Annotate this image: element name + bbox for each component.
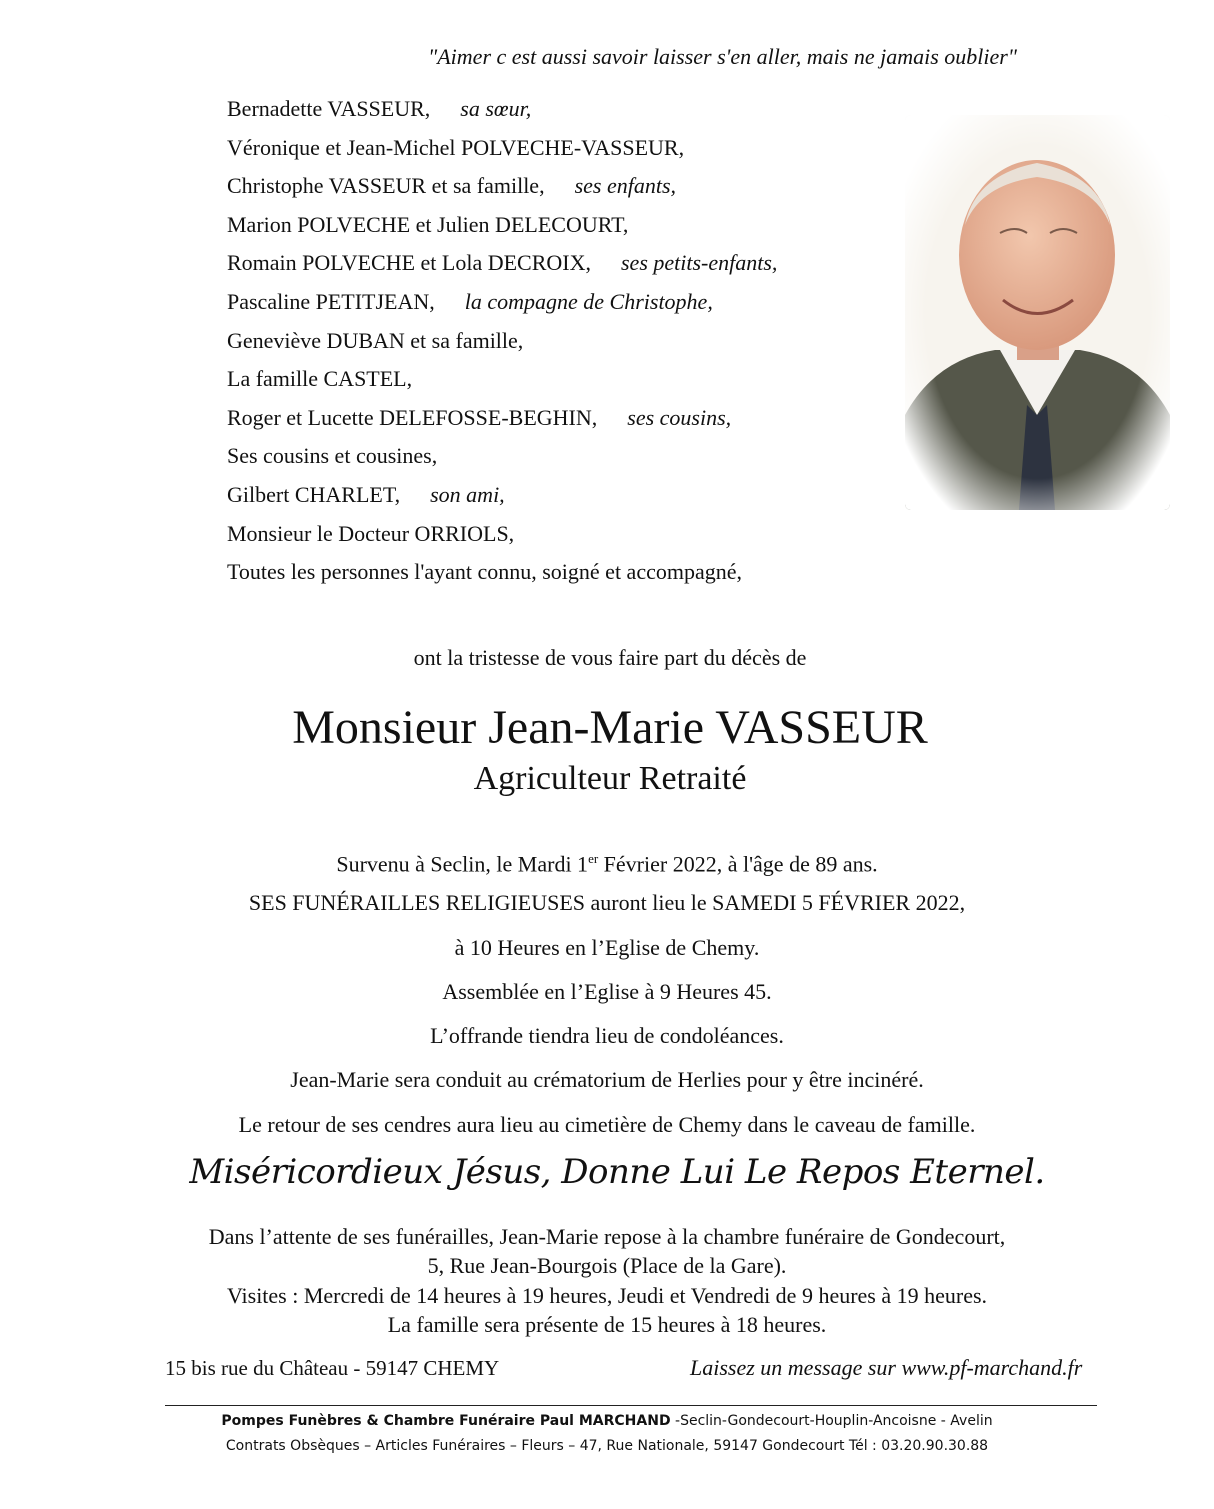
funeral-home-name: Pompes Funèbres & Chambre Funéraire Paul MARCHAND	[221, 1413, 671, 1429]
portrait-photo	[905, 115, 1170, 510]
announcement-intro: ont la tristesse de vous faire part du décès de	[413, 645, 807, 670]
family-name: Roger et Lucette DELEFOSSE-BEGHIN,	[227, 404, 598, 430]
family-line	[227, 362, 907, 401]
family-relation: sa sœur,	[460, 96, 532, 121]
death-text: Survenu à Seclin, le Mardi 1	[336, 851, 589, 877]
detail-line: Assemblée en l’Eglise à 9 Heures 45.	[442, 978, 772, 1004]
funeral-details	[0, 843, 1214, 1153]
condolence-link[interactable]: Laissez un message sur www.pf-marchand.fr	[690, 1355, 1083, 1380]
footer-divider	[165, 1405, 1097, 1406]
prayer-line: Miséricordieux Jésus, Donne Lui Le Repos Eternel.	[189, 1152, 1045, 1192]
funeral-home-contact: Contrats Obsèques – Articles Funéraires – Fleurs – 47, Rue Nationale, 59147 Gondecourt Tél : 03.20.90.30.88	[225, 1438, 989, 1454]
family-name: Geneviève DUBAN et sa famille,	[227, 327, 524, 353]
family-line	[227, 439, 907, 478]
death-line	[0, 843, 1214, 887]
family-relation: son ami,	[430, 481, 505, 507]
family-list	[227, 92, 907, 594]
family-address: 15 bis rue du Château - 59147 CHEMY	[165, 1356, 500, 1380]
portrait-illustration	[905, 115, 1170, 510]
family-line	[227, 131, 907, 170]
visits-info	[0, 1222, 1214, 1339]
visit-line: Dans l’attente de ses funérailles, Jean-Marie repose à la chambre funéraire de Gondecourt,	[208, 1224, 1006, 1249]
visit-line: 5, Rue Jean-Bourgois (Place de la Gare).	[427, 1253, 787, 1279]
detail-line: SES FUNÉRAILLES RELIGIEUSES auront lieu le SAMEDI 5 FÉVRIER 2022,	[248, 890, 966, 916]
family-relation: la compagne de Christophe,	[464, 288, 713, 314]
family-name: Marion POLVECHE et Julien DELECOURT,	[227, 211, 629, 237]
family-name: Christophe VASSEUR et sa famille,	[227, 173, 545, 199]
family-line	[227, 285, 907, 324]
detail-line: Le retour de ses cendres aura lieu au cimetière de Chemy dans le caveau de famille.	[238, 1111, 976, 1137]
family-name: Ses cousins et cousines,	[227, 443, 438, 469]
visit-line: La famille sera présente de 15 heures à 18 heures.	[387, 1311, 827, 1337]
family-line	[227, 324, 907, 363]
family-name: Romain POLVECHE et Lola DECROIX,	[227, 250, 591, 276]
deceased-name: Monsieur Jean-Marie VASSEUR	[292, 701, 928, 754]
family-line	[227, 478, 907, 517]
detail-line: Jean-Marie sera conduit au crématorium de Herlies pour y être incinéré.	[290, 1067, 924, 1093]
family-line	[227, 208, 907, 247]
deceased-profession: Agriculteur Retraité	[473, 760, 747, 797]
detail-line: à 10 Heures en l’Eglise de Chemy.	[454, 934, 760, 960]
funeral-home-locations: -Seclin-Gondecourt-Houplin-Ancoisne - Avelin	[670, 1413, 993, 1429]
family-relation: ses enfants,	[574, 173, 677, 199]
family-name: Monsieur le Docteur ORRIOLS,	[227, 520, 515, 546]
family-name: La famille CASTEL,	[227, 366, 413, 392]
detail-line: L’offrande tiendra lieu de condoléances.	[430, 1023, 784, 1049]
family-line	[227, 517, 907, 556]
family-line	[227, 246, 907, 285]
death-text-end: Février 2022, à l'âge de 89 ans.	[598, 851, 878, 877]
family-name: Toutes les personnes l'ayant connu, soigné et accompagné,	[227, 559, 742, 585]
funeral-home-line	[0, 1413, 1214, 1429]
family-line	[227, 401, 907, 440]
visit-line: Visites : Mercredi de 14 heures à 19 heures, Jeudi et Vendredi de 9 heures à 19 heures.	[226, 1282, 988, 1308]
family-relation: ses petits-enfants,	[621, 250, 778, 276]
epigraph-quote: "Aimer c est aussi savoir laisser s'en aller, mais ne jamais oublier"	[428, 44, 1018, 69]
family-line	[227, 92, 907, 131]
family-name: Bernadette VASSEUR,	[227, 96, 431, 121]
family-line	[227, 169, 907, 208]
family-name: Véronique et Jean-Michel POLVECHE-VASSEUR,	[227, 134, 685, 160]
family-line	[227, 555, 907, 594]
family-relation: ses cousins,	[627, 404, 732, 430]
family-name: Pascaline PETITJEAN,	[227, 288, 435, 314]
family-name: Gilbert CHARLET,	[227, 481, 401, 507]
death-ordinal: er	[588, 851, 599, 866]
